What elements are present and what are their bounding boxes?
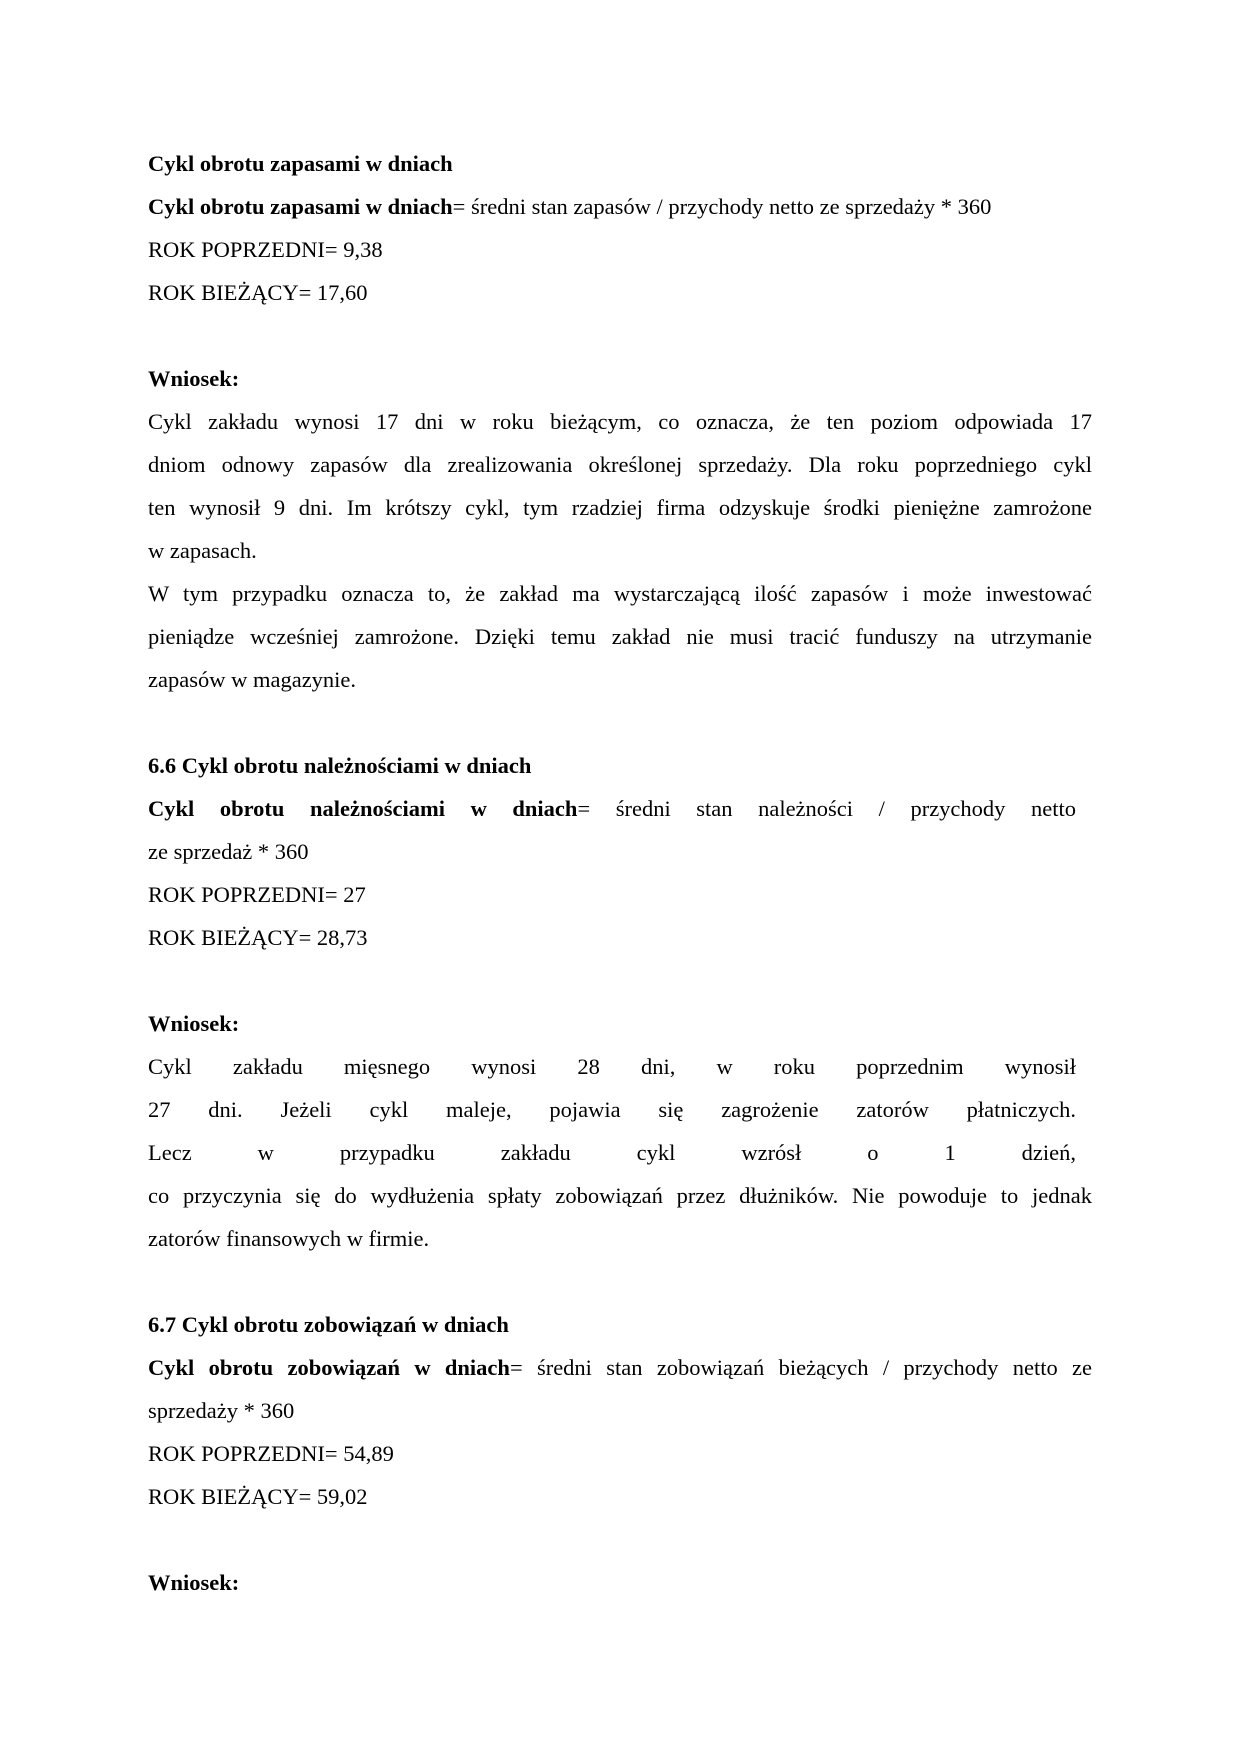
previous-year-value: ROK POPRZEDNI= 9,38 <box>148 237 383 262</box>
previous-year-value: ROK POPRZEDNI= 54,89 <box>148 1441 394 1466</box>
section-heading: 6.7 Cykl obrotu zobowiązań w dniach <box>148 1312 509 1337</box>
section-heading: 6.6 Cykl obrotu należnościami w dniach <box>148 753 532 778</box>
formula-continuation: ze sprzedaż * 360 <box>148 839 309 864</box>
formula-label: Cykl obrotu zobowiązań w dniach <box>148 1355 510 1380</box>
paragraph-line: Lecz w przypadku zakładu cykl wzrósł o 1 dzień, <box>148 1140 1076 1165</box>
paragraph-line: zapasów w magazynie. <box>148 667 357 692</box>
formula <box>148 1346 1092 1389</box>
paragraph-line: Cykl zakładu mięsnego wynosi 28 dni, w roku poprzednim wynosił <box>148 1054 1076 1079</box>
spacer <box>148 701 1092 744</box>
formula-expression: = średni stan zapasów / przychody netto ze sprzedaży * 360 <box>452 194 992 219</box>
previous-year-value: ROK POPRZEDNI= 27 <box>148 882 366 907</box>
spacer <box>148 1518 1092 1561</box>
current-year-value: ROK BIEŻĄCY= 59,02 <box>148 1484 368 1509</box>
spacer <box>148 959 1092 1002</box>
formula-expression: = średni stan należności / przychody netto <box>577 796 1076 821</box>
conclusion-label: Wniosek: <box>148 1570 240 1595</box>
spacer <box>148 314 1092 357</box>
paragraph-line: 27 dni. Jeżeli cykl maleje, pojawia się zagrożenie zatorów płatniczych. <box>148 1097 1076 1122</box>
paragraph-line: zatorów finansowych w firmie. <box>148 1226 430 1251</box>
conclusion-label: Wniosek: <box>148 366 240 391</box>
formula-label: Cykl obrotu zapasami w dniach <box>148 194 453 219</box>
paragraph-line: dniom odnowy zapasów dla zrealizowania określonej sprzedaży. Dla roku poprzedniego cykl <box>148 452 1092 477</box>
conclusion-label: Wniosek: <box>148 1011 240 1036</box>
paragraph-line: co przyczynia się do wydłużenia spłaty zobowiązań przez dłużników. Nie powoduje to jednak <box>148 1183 1092 1208</box>
formula-continuation: sprzedaży * 360 <box>148 1398 295 1423</box>
formula-expression: = średni stan zobowiązań bieżących / przychody netto ze <box>509 1355 1092 1380</box>
paragraph-line: W tym przypadku oznacza to, że zakład ma wystarczającą ilość zapasów i może inwestować <box>148 581 1092 606</box>
current-year-value: ROK BIEŻĄCY= 28,73 <box>148 925 368 950</box>
formula-label: Cykl obrotu należnościami w dniach <box>148 796 578 821</box>
document-page <box>148 142 1092 1604</box>
paragraph-line: ten wynosił 9 dni. Im krótszy cykl, tym rzadziej firma odzyskuje środki pieniężne zamrożone <box>148 495 1092 520</box>
formula <box>148 787 1076 830</box>
paragraph-line: w zapasach. <box>148 538 257 563</box>
formula <box>148 185 1092 228</box>
spacer <box>148 1260 1092 1303</box>
section-heading: Cykl obrotu zapasami w dniach <box>148 151 453 176</box>
paragraph-line: pieniądze wcześniej zamrożone. Dzięki temu zakład nie musi tracić funduszy na utrzymanie <box>148 624 1092 649</box>
paragraph-line: Cykl zakładu wynosi 17 dni w roku bieżącym, co oznacza, że ten poziom odpowiada 17 <box>148 409 1092 434</box>
current-year-value: ROK BIEŻĄCY= 17,60 <box>148 280 368 305</box>
